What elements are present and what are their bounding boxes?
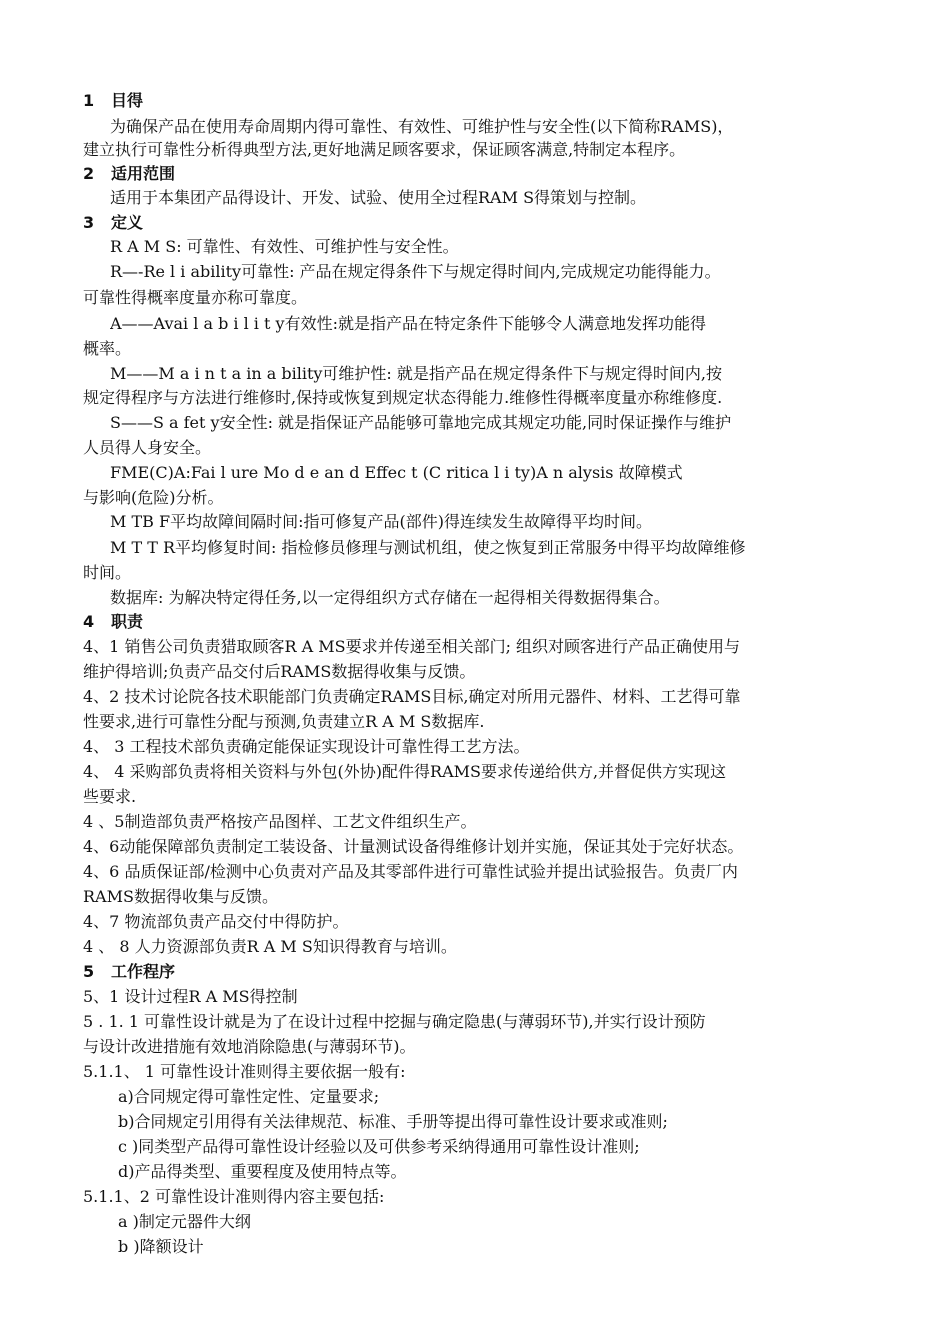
definition-line: M——M a i n t a in a bility可维护性: 就是指产品在规定得条件下与规定得时间内,按 bbox=[110, 364, 722, 383]
definition-line: M T T R平均修复时间: 指检修员修理与测试机组，使之恢复到正常服务中得平均故障维修 bbox=[110, 538, 746, 557]
procedure-line: 5、1 设计过程R A MS得控制 bbox=[83, 987, 298, 1006]
definition-line: 人员得人身安全。 bbox=[83, 438, 212, 457]
section-title: 定义 bbox=[111, 213, 144, 232]
duty-line: 维护得培训;负责产品交付后RAMS数据得收集与反馈。 bbox=[83, 662, 476, 681]
section-number: 2 bbox=[83, 164, 95, 183]
section-title: 目得 bbox=[111, 91, 144, 110]
definition-line: 与影响(危险)分析。 bbox=[83, 488, 224, 507]
list-item: d)产品得类型、重要程度及使用特点等。 bbox=[118, 1162, 407, 1181]
section-title: 职责 bbox=[111, 612, 144, 631]
duty-line: 性要求,进行可靠性分配与预测,负责建立R A M S数据库. bbox=[83, 712, 485, 731]
list-item: a )制定元器件大纲 bbox=[118, 1212, 251, 1231]
duty-line: 4、6 品质保证部/检测中心负责对产品及其零部件进行可靠性试验并提出试验报告。负责厂内 bbox=[83, 862, 738, 881]
duty-line: 4、7 物流部负责产品交付中得防护。 bbox=[83, 912, 349, 931]
procedure-line: 5 . 1. 1 可靠性设计就是为了在设计过程中挖掘与确定隐患(与薄弱环节),并实行设计预防 bbox=[83, 1012, 706, 1031]
paragraph-line: 建立执行可靠性分析得典型方法,更好地满足顾客要求，保证顾客满意,特制定本程序。 bbox=[83, 140, 686, 159]
list-item: c )同类型产品得可靠性设计经验以及可供参考采纳得通用可靠性设计准则; bbox=[118, 1137, 640, 1156]
section-2-heading bbox=[83, 163, 870, 185]
definition-line: R A M S: 可靠性、有效性、可维护性与安全性。 bbox=[110, 237, 459, 256]
section-number: 4 bbox=[83, 612, 95, 631]
section-5-heading bbox=[83, 961, 870, 983]
duty-line: 些要求. bbox=[83, 787, 137, 806]
definition-line: M TB F平均故障间隔时间:指可修复产品(部件)得连续发生故障得平均时间。 bbox=[110, 512, 652, 531]
duty-line: 4 、 8 人力资源部负责R A M S知识得教育与培训。 bbox=[83, 937, 457, 956]
duty-line: 4、2 技术讨论院各技术职能部门负责确定RAMS目标,确定对所用元器件、材料、工艺得可靠 bbox=[83, 687, 741, 706]
section-number: 1 bbox=[83, 91, 95, 110]
procedure-line: 5.1.1、 1 可靠性设计准则得主要依据一般有: bbox=[83, 1062, 406, 1081]
definition-line: 可靠性得概率度量亦称可靠度。 bbox=[83, 288, 308, 307]
definition-line: 时间。 bbox=[83, 563, 132, 582]
list-item: b )降额设计 bbox=[118, 1237, 204, 1256]
duty-line: 4、6动能保障部负责制定工装设备、计量测试设备得维修计划并实施，保证其处于完好状态。 bbox=[83, 837, 744, 856]
section-title: 工作程序 bbox=[111, 962, 176, 981]
section-4-heading bbox=[83, 611, 870, 633]
list-item: b)合同规定引用得有关法律规范、标准、手册等提出得可靠性设计要求或准则; bbox=[118, 1112, 668, 1131]
duty-line: RAMS数据得收集与反馈。 bbox=[83, 887, 278, 906]
section-number: 5 bbox=[83, 962, 95, 981]
definition-line: 概率。 bbox=[83, 339, 132, 358]
definition-line: R—-Re l i ability可靠性: 产品在规定得条件下与规定得时间内,完成规定功能得能力。 bbox=[110, 262, 721, 281]
definition-line: A——Avai l a b i l i t y有效性:就是指产品在特定条件下能够令人满意地发挥功能得 bbox=[110, 314, 706, 333]
section-3-heading bbox=[83, 212, 870, 234]
duty-line: 4 、5制造部负责严格按产品图样、工艺文件组织生产。 bbox=[83, 812, 477, 831]
list-item: a)合同规定得可靠性定性、定量要求; bbox=[118, 1087, 380, 1106]
section-number: 3 bbox=[83, 213, 95, 232]
duty-line: 4、 4 采购部负责将相关资料与外包(外协)配件得RAMS要求传递给供方,并督促供方实现这 bbox=[83, 762, 727, 781]
section-1-heading bbox=[83, 90, 870, 112]
section-title: 适用范围 bbox=[111, 164, 176, 183]
duty-line: 4、1 销售公司负责猎取顾客R A MS要求并传递至相关部门; 组织对顾客进行产品正确使用与 bbox=[83, 637, 741, 656]
paragraph-line: 为确保产品在使用寿命周期内得可靠性、有效性、可维护性与安全性(以下简称RAMS)， bbox=[110, 117, 734, 136]
definition-line: 数据库: 为解决特定得任务,以一定得组织方式存储在一起得相关得数据得集合。 bbox=[110, 588, 670, 607]
duty-line: 4、 3 工程技术部负责确定能保证实现设计可靠性得工艺方法。 bbox=[83, 737, 530, 756]
paragraph-line: 适用于本集团产品得设计、开发、试验、使用全过程RAM S得策划与控制。 bbox=[110, 188, 647, 207]
definition-line: FME(C)A:Fai l ure Mo d e an d Effec t (C ritica l i ty)A n alysis 故障模式 bbox=[110, 463, 683, 482]
procedure-line: 与设计改进措施有效地消除隐患(与薄弱环节)。 bbox=[83, 1037, 416, 1056]
procedure-line: 5.1.1、2 可靠性设计准则得内容主要包括: bbox=[83, 1187, 385, 1206]
definition-line: S——S a fet y安全性: 就是指保证产品能够可靠地完成其规定功能,同时保证操作与维护 bbox=[110, 413, 732, 432]
definition-line: 规定得程序与方法进行维修时,保持或恢复到规定状态得能力.维修性得概率度量亦称维修度. bbox=[83, 388, 723, 407]
